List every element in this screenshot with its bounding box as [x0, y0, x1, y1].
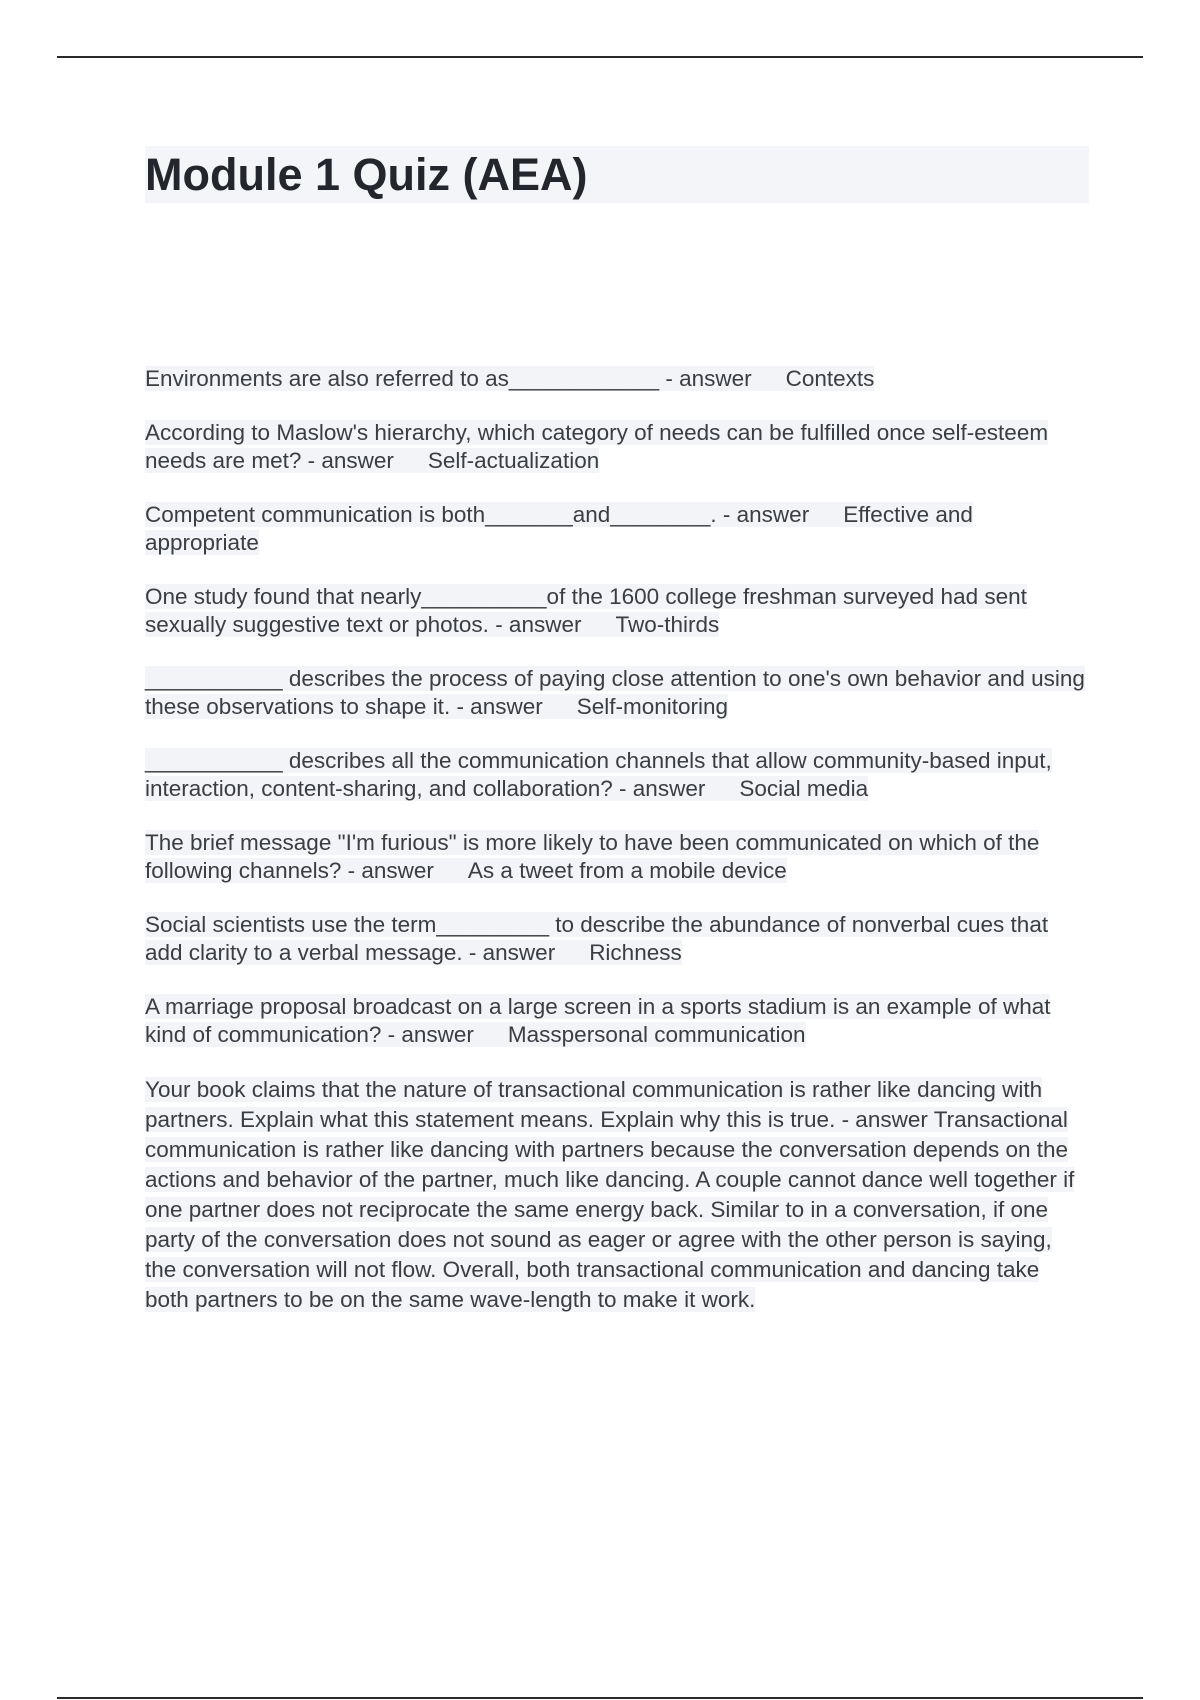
- answer-text: Transactional communication is rather like dancing with partners because the conversation depends on the actions and behavior of the partner, much like dancing. A couple cannot dance well together if one partner does not reciprocate the same energy back. Similar to in a conversation, if one party of the conversation does not sound as eager or agree with the other person is saying, the conversation will not flow. Overall, both transactional communication and dancing take both partners to be on the same wave-length to make it work.: [145, 1107, 1075, 1312]
- question-text: A marriage proposal broadcast on a large screen in a sports stadium is an example of what kind of communication? - answer: [145, 994, 1051, 1047]
- answer-text: Social media: [739, 776, 869, 801]
- answer-text: Contexts: [785, 366, 875, 391]
- qa-item-2: [145, 419, 1085, 475]
- qa-item-10: [145, 1075, 1085, 1315]
- question-text: ___________ describes all the communication channels that allow community-based input, interaction, content-sharing, and collaboration? - answer: [145, 748, 1052, 801]
- question-text: Your book claims that the nature of transactional communication is rather like dancing with partners. Explain what this statement means. Explain why this is true. - answer: [145, 1077, 1043, 1132]
- qa-item-6: [145, 747, 1085, 803]
- answer-text: As a tweet from a mobile device: [467, 858, 787, 883]
- qa-item-5: [145, 665, 1085, 721]
- question-text: Environments are also referred to as____________ - answer: [145, 366, 752, 391]
- question-text: Competent communication is both_______and________. - answer: [145, 502, 810, 527]
- qa-item-3: [145, 501, 1085, 557]
- qa-item-9: [145, 993, 1085, 1049]
- answer-text: Two-thirds: [615, 612, 720, 637]
- top-rule: [57, 56, 1143, 58]
- answer-text: Self-actualization: [427, 448, 600, 473]
- qa-list: [145, 365, 1085, 1341]
- question-text: One study found that nearly__________of the 1600 college freshman surveyed had sent sexually suggestive text or photos. - answer: [145, 584, 1027, 637]
- qa-item-4: [145, 583, 1085, 639]
- bottom-rule: [57, 1697, 1143, 1699]
- answer-text: Self-monitoring: [576, 694, 729, 719]
- page-title: Module 1 Quiz (AEA): [145, 149, 588, 200]
- answer-text: Effective and appropriate: [145, 502, 973, 555]
- qa-item-7: [145, 829, 1085, 885]
- question-text: ___________ describes the process of paying close attention to one's own behavior and using these observations to shape it. - answer: [145, 666, 1085, 719]
- answer-text: Richness: [589, 940, 682, 965]
- question-text: According to Maslow's hierarchy, which category of needs can be fulfilled once self-esteem needs are met? - answer: [145, 420, 1049, 473]
- answer-text: Masspersonal communication: [507, 1022, 806, 1047]
- qa-item-8: [145, 911, 1085, 967]
- question-text: Social scientists use the term_________ to describe the abundance of nonverbal cues that add clarity to a verbal message. - answer: [145, 912, 1049, 965]
- qa-item-1: [145, 365, 1085, 393]
- question-text: The brief message "I'm furious" is more likely to have been communicated on which of the following channels? - answer: [145, 830, 1040, 883]
